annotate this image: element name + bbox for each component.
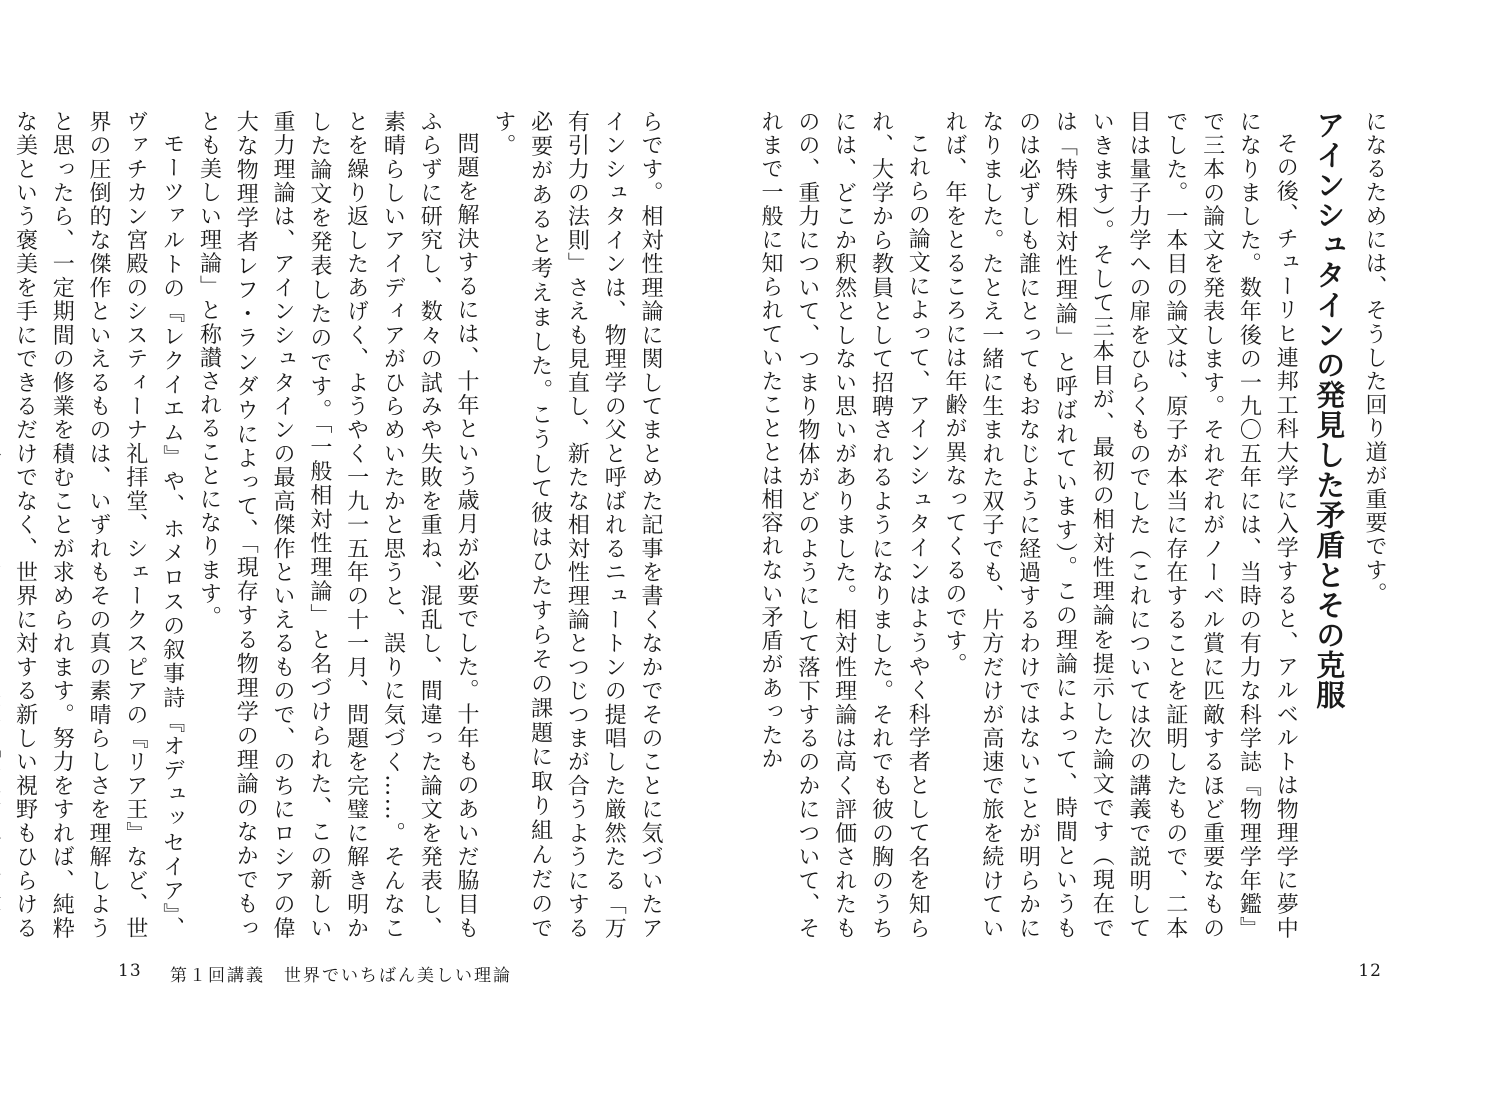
section-heading: アインシュタインの発見した矛盾とその克服: [1312, 110, 1347, 710]
right-page: [750, 0, 1500, 1102]
paragraph: これらの論文によって、アインシュタインはようやく科学者として名を知られ、大学から教員として招聘されるようになりました。それでも彼の胸のうちには、どこか釈然としない思いがありました。相対性理論は高く評価されたものの、重力について、つまり物体がどのようにして落下するのかについて、それまで一般に知られていたこととは相容れない矛盾があったか: [758, 110, 931, 940]
paragraph: モーツァルトの『レクイエム』や、ホメロスの叙事詩『オデュッセイア』、ヴァチカン宮殿のシスティーナ礼拝堂、シェークスピアの『リア王』など、世界の圧倒的な傑作といえるものは、いずれもその真の素晴らしさを理解しようと思ったら、一定期間の修業を積むことが求められます。努力をすれば、純粋な美という褒美を手にできるだけでなく、世界に対する新しい視野もひらける: [12, 110, 185, 940]
running-head: 第１回講義 世界でいちばん美しい理論: [170, 966, 512, 986]
paragraph: 問題を解決するには、十年という歳月が必要でした。十年ものあいだ脇目もふらずに研究し、数々の試みや失敗を重ね、混乱し、間違った論文を発表し、素晴らしいアイディアがひらめいたかと思うと、誤りに気づく……。そんなことを繰り返したあげく、ようやく一九一五年の十一月、問題を完璧に解き明かした論文を発表したのです。「一般相対性理論」と名づけられた、この新しい重力理論は、アインシュタインの最高傑作といえるもので、のちにロシアの偉大な物理学者レフ・ランダウによって、「現存する物理学の理論のなかでもっとも美しい理論」と称讃されることになります。: [196, 110, 480, 940]
page-number: 13: [118, 961, 142, 981]
left-page-body: [12, 110, 668, 940]
paragraph: その後、チューリヒ連邦工科大学に入学すると、アルベルトは物理学に夢中になりました。数年後の一九〇五年には、当時の有力な科学誌『物理学年鑑』で三本の論文を発表します。それぞれがノーベル賞に匹敵するほど重要なものでした。一本目の論文は、原子が本当に存在することを証明したもので、二本目は量子力学への扉をひらくものでした（これについては次の講義で説明していきます）。そして三本目が、最初の相対性理論を提示した論文です（現在では「特殊相対性理論」と呼ばれています）。この理論によって、時間というものは必ずしも誰にとってもおなじように経過するわけではないことが明らかになりました。たとえ一緒に生まれた双子でも、片方だけが高速で旅を続けていれば、年をとるころには年齢が異なってくるのです。: [942, 110, 1299, 940]
paragraph: らです。相対性理論に関してまとめた記事を書くなかでそのことに気づいたアインシュタインは、物理学の父と呼ばれるニュートンの提唱した厳然たる「万有引力の法則」さえも見直し、新たな相対性理論とつじつまが合うようにする必要があると考えました。こうして彼はひたすらその課題に取り組んだのです。: [490, 110, 663, 940]
right-page-body: [758, 110, 1392, 940]
opening-line: になるためには、そうした回り道が重要です。: [1362, 110, 1387, 606]
page-number: 12: [1358, 961, 1382, 981]
